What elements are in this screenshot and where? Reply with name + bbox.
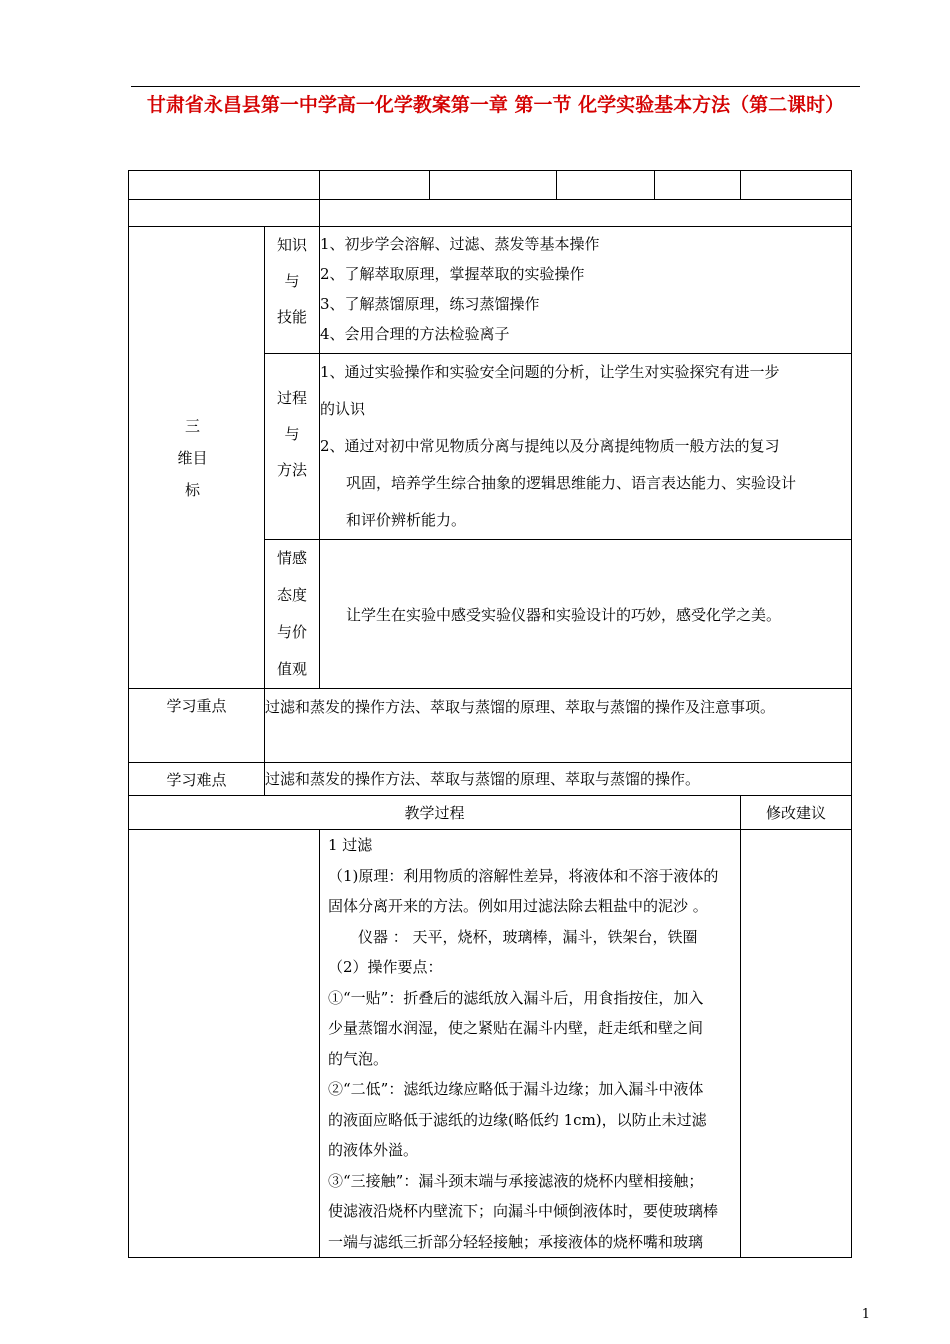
suggestions-cell: [741, 830, 852, 1258]
emotion-attitude-content: 让学生在实验中感受实验仪器和实验设计的巧妙，感受化学之美。: [320, 540, 852, 689]
objective-item: 1、初步学会溶解、过滤、蒸发等基本操作: [320, 235, 600, 253]
process-line: 少量蒸馏水润湿，使之紧贴在漏斗内壁，赶走纸和壁之间: [328, 1019, 704, 1037]
objectives-label-line: 标: [184, 480, 200, 499]
process-line: （2）操作要点：: [328, 958, 443, 976]
objective-item: 3、了解蒸馏原理，练习蒸馏操作: [320, 295, 540, 313]
label-line: 与: [284, 272, 300, 290]
blank-cell: [320, 200, 852, 227]
three-dimensional-objectives-label: [129, 227, 265, 689]
key-points-content: 过滤和蒸发的操作方法、萃取与蒸馏的原理、萃取与蒸馏的操作及注意事项。: [265, 689, 852, 763]
knowledge-row: [129, 227, 852, 354]
blank-cell: [129, 200, 320, 227]
process-method-label: [265, 354, 320, 540]
process-line: ①“一贴”：折叠后的滤纸放入漏斗后，用食指按住，加入: [328, 988, 704, 1007]
process-line: 的液体外溢。: [328, 1141, 419, 1159]
objective-line: 巩固，培养学生综合抽象的逻辑思维能力、语言表达能力、实验设计: [346, 474, 797, 492]
label-line: 情感: [276, 549, 307, 567]
label-line: 与价: [276, 623, 307, 641]
blank-row: [129, 200, 852, 227]
header-info-row: [129, 171, 852, 200]
document-title: 甘肃省永昌县第一中学高一化学教案第一章 第一节 化学实验基本方法（第二课时）: [146, 94, 845, 116]
lesson-plan-table: [128, 170, 852, 1258]
blank-cell: [741, 171, 852, 200]
process-line: 固体分离开来的方法。例如用过滤法除去粗盐中的泥沙 。: [328, 897, 708, 915]
process-line: ②“二低”：滤纸边缘应略低于漏斗边缘；加入漏斗中液体: [328, 1080, 704, 1098]
blank-cell: [655, 171, 741, 200]
process-line: 1 过滤: [328, 836, 373, 854]
key-points-row: [129, 689, 852, 763]
difficulties-row: [129, 763, 852, 796]
process-line: 的气泡。: [328, 1049, 389, 1068]
process-line: 的液面应略低于滤纸的边缘(略低约 1cm)，以防止未过滤: [328, 1110, 707, 1129]
label-line: 与: [284, 425, 300, 443]
process-line: 使滤液沿烧杯内壁流下；向漏斗中倾倒液体时，要使玻璃棒: [328, 1202, 719, 1220]
objectives-label-line: 维目: [177, 448, 208, 467]
label-line: 技能: [276, 308, 307, 326]
objective-line: 和评价辨析能力。: [346, 511, 467, 529]
objective-line: 1、通过实验操作和实验安全问题的分析，让学生对实验探究有进一步: [320, 363, 780, 381]
page-number: 1: [861, 1307, 870, 1322]
header-rule: [131, 86, 860, 87]
teaching-process-row: [129, 830, 852, 1258]
objective-line: 2、通过对初中常见物质分离与提纯以及分离提纯物质一般方法的复习: [320, 437, 780, 455]
objective-line: 的认识: [320, 400, 366, 418]
process-line: ③“三接触”：漏斗颈末端与承接滤液的烧杯内壁相接触；: [328, 1171, 704, 1190]
key-points-label: 学习重点: [129, 689, 265, 763]
teaching-process-header: 教学过程: [129, 796, 741, 830]
process-line: （1)原理：利用物质的溶解性差异，将液体和不溶于液体的: [328, 866, 719, 885]
process-line: 一端与滤纸三折部分轻轻接触；承接液体的烧杯嘴和玻璃: [328, 1232, 704, 1251]
emotion-attitude-label: [265, 540, 320, 689]
label-line: 知识: [276, 236, 307, 254]
blank-cell: [129, 171, 320, 200]
knowledge-skills-content: [320, 227, 852, 354]
label-line: 方法: [276, 461, 307, 479]
blank-cell: [320, 171, 430, 200]
blank-cell: [557, 171, 655, 200]
label-line: 值观: [276, 660, 307, 678]
process-header-row: [129, 796, 852, 830]
blank-cell: [129, 830, 320, 1258]
process-line: 仪器 ： 天平，烧杯，玻璃棒，漏斗，铁架台，铁圈: [328, 927, 698, 946]
label-line: 过程: [276, 389, 307, 407]
difficulties-label: 学习难点: [129, 763, 265, 796]
label-line: 态度: [276, 586, 307, 604]
suggestions-header: 修改建议: [741, 796, 852, 830]
objective-item: 2、了解萃取原理，掌握萃取的实验操作: [320, 265, 585, 283]
process-method-content: [320, 354, 852, 540]
teaching-process-content: [320, 830, 741, 1258]
blank-cell: [430, 171, 557, 200]
objectives-label-line: 三: [184, 416, 200, 435]
knowledge-skills-label: [265, 227, 320, 354]
objective-item: 4、会用合理的方法检验离子: [320, 325, 510, 343]
difficulties-content: 过滤和蒸发的操作方法、萃取与蒸馏的原理、萃取与蒸馏的操作。: [265, 763, 852, 796]
